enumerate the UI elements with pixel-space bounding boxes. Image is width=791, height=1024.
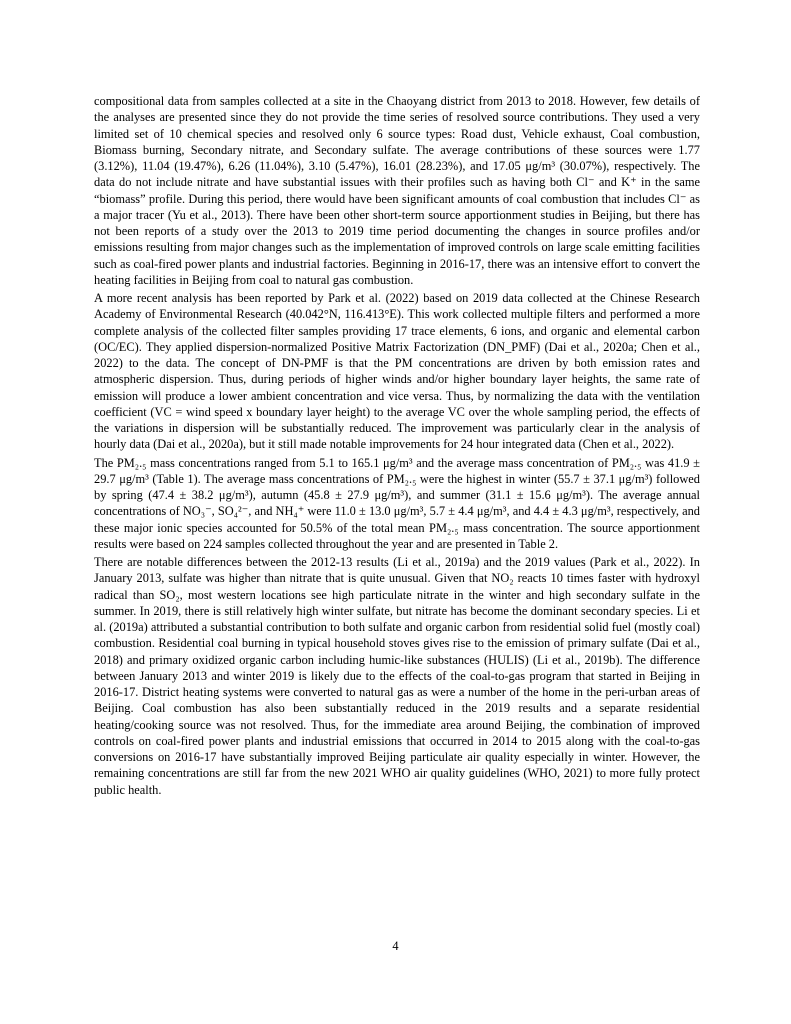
paragraph-4: There are notable differences between the 2012-13 results (Li et al., 2019a) and the 2019 values (Park et al., 2022). In January 2013, sulfate was higher than nitrate that is quite unusual. Given that NO₂ reacts 10 times faster with hydroxyl radical than SO₂, most western locations see high particulate nitrate in the winter and high secondary sulfate in the summer. In 2019, there is still relatively high winter sulfate, but nitrate has become the dominant secondary species. Li et al. (2019a) attributed a substantial contribution to both sulfate and organic carbon from residential solid fuel (mostly coal) combustion. Residential coal burning in typical household stoves gives rise to the emission of primary sulfate (Dai et al., 2018) and primary oxidized organic carbon including humic-like substances (HULIS) (Li et al., 2019b). The difference between January 2013 and winter 2019 is likely due to the effects of the coal-to-gas program that started in Beijing in 2016-17. District heating systems were converted to natural gas as were a number of the home in the peri-urban areas of Beijing. Coal combustion has also been substantially reduced in the 2019 results and a separate residential heating/cooking source was not resolved. Thus, for the immediate area around Beijing, the combination of improved controls on coal-fired power plants and industrial emissions that occurred in 2014 to 2015 along with the coal-to-gas conversions on 2016-17 have substantially improved Beijing particulate air quality especially in winter. However, the remaining concentrations are still far from the new 2021 WHO air quality guidelines (WHO, 2021) to more fully protect public health. (94, 555, 700, 797)
paragraph-1: compositional data from samples collected at a site in the Chaoyang district from 2013 to 2018. However, few details of the analyses are presented since they do not provide the time series of resolved source contributions. They used a very limited set of 10 chemical species and resolved only 6 source types: Road dust, Vehicle exhaust, Coal combustion, Biomass burning, Secondary nitrate, and Secondary sulfate. The average contributions of these sources were 1.77 (3.12%), 11.04 (19.47%), 6.26 (11.04%), 3.10 (5.47%), 16.01 (28.23%), and 17.05 μg/m³ (30.07%), respectively. The data do not include nitrate and have substantial issues with their profiles such as having both Cl⁻ and K⁺ in the same “biomass” profile. During this period, there would have been significant amounts of coal combustion that includes Cl⁻ as a major tracer (Yu et al., 2013). There have been other short-term source apportionment studies in Beijing, but there has not been reports of a study over the 2013 to 2019 time period documenting the changes in source profiles and/or emissions resulting from major changes such as the implementation of improved controls on large scale emitting facilities such as coal-fired power plants and industrial factories. Beginning in 2016-17, there was an intensive effort to convert the heating facilities in Beijing from coal to natural gas combustion. (94, 94, 700, 287)
paragraph-3: The PM₂.₅ mass concentrations ranged from 5.1 to 165.1 μg/m³ and the average mass concentration of PM₂.₅ was 41.9 ± 29.7 μg/m³ (Table 1). The average mass concentrations of PM₂.₅ were the highest in winter (55.7 ± 37.1 μg/m³) followed by spring (47.4 ± 38.2 μg/m³), autumn (45.8 ± 27.9 μg/m³), and summer (31.1 ± 15.6 μg/m³). The average annual concentrations of NO₃⁻, SO₄²⁻, and NH₄⁺ were 11.0 ± 13.0 μg/m³, 5.7 ± 4.4 μg/m³, and 4.4 ± 4.3 μg/m³, respectively, and these major ionic species accounted for 50.5% of the total mean PM₂.₅ mass concentration. The source apportionment results were based on 224 samples collected throughout the year and are presented in Table 2. (94, 455, 700, 551)
page-body (94, 93, 700, 800)
paragraph-2: A more recent analysis has been reported by Park et al. (2022) based on 2019 data collected at the Chinese Research Academy of Environmental Research (40.042°N, 116.413°E). This work collected multiple filters and performed a more complete analysis of the collected filter samples providing 17 trace elements, 6 ions, and organic and elemental carbon (OC/EC). They applied dispersion-normalized Positive Matrix Factorization (DN_PMF) (Dai et al., 2020a; Chen et al., 2022) to the data. The concept of DN-PMF is that the PM concentrations are driven by both emission rates and atmospheric dispersion. Thus, during periods of higher winds and/or higher boundary layer heights, the same rate of emission will produce a lower ambient concentration and vice versa. Thus, by normalizing the data with the ventilation coefficient (VC = wind speed x boundary layer height) to the average VC over the whole sampling period, the effects of the variations in dispersion will be substantially reduced. The improvement was particularly clear in the analysis of hourly data (Dai et al., 2020a), but it still made notable improvements for 24 hour integrated data (Chen et al., 2022). (94, 291, 700, 452)
page-number: 4 (392, 939, 399, 953)
